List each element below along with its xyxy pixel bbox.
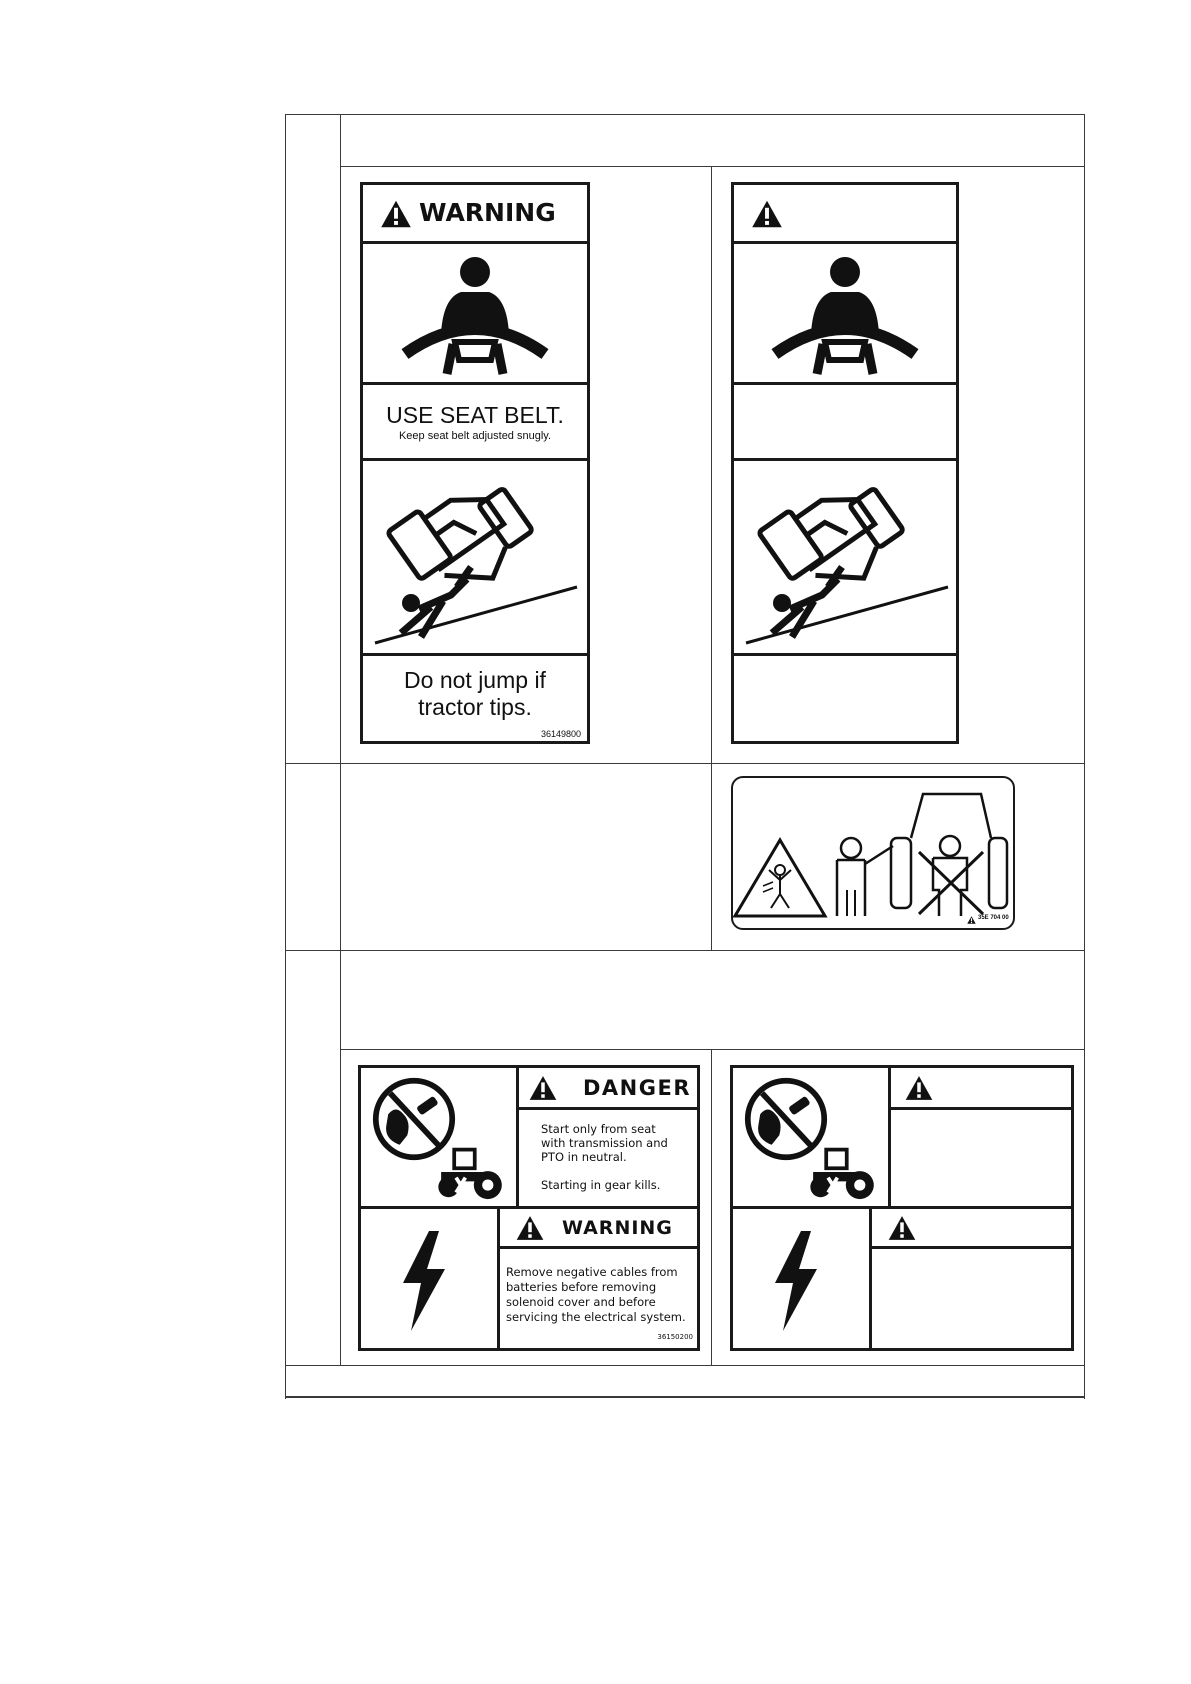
pictorial-electrical-panel	[733, 1209, 872, 1348]
pictorial-no-bypass-panel	[733, 1068, 891, 1209]
table-number-column-border	[340, 114, 341, 1365]
pictorial-blank-panel-4	[872, 1249, 1071, 1348]
danger-text-line1: Start only from seat	[541, 1122, 656, 1136]
seatbelt-decal	[360, 182, 590, 744]
table-bottom-border	[285, 1396, 1085, 1398]
pictorial-warning-header	[872, 1209, 1071, 1249]
tractor-icon	[433, 1144, 509, 1200]
warning-text-line1: Remove negative cables from	[506, 1265, 678, 1279]
warning-triangle-icon	[380, 200, 412, 228]
warning-text-line2: batteries before removing	[506, 1280, 657, 1294]
warning-header	[500, 1209, 697, 1249]
seatbelt-decal-header	[363, 185, 587, 244]
danger-text-panel	[519, 1110, 697, 1209]
starter-electrical-decal	[358, 1065, 700, 1351]
warning-triangle-icon	[967, 916, 976, 924]
no-bypass-start-panel	[361, 1068, 519, 1209]
danger-text-line4: Starting in gear kills.	[541, 1178, 661, 1192]
rollover-tractor-icon	[742, 467, 952, 647]
seatbelt-pictogram-panel	[363, 244, 587, 385]
rollover-instruction-panel	[363, 656, 587, 741]
seated-operator-seatbelt-icon	[395, 256, 555, 376]
danger-word: DANGER	[583, 1076, 692, 1100]
seatbelt-decal-pictorial	[731, 182, 959, 744]
column-divider-1	[711, 166, 712, 950]
row-divider-1	[285, 763, 1085, 764]
pictorial-blank-panel-1	[734, 385, 956, 461]
part-number: 36150200	[657, 1332, 693, 1341]
seatbelt-instruction-panel	[363, 385, 587, 461]
danger-text-line2: with transmission and	[541, 1136, 668, 1150]
rollover-pictogram-panel	[363, 461, 587, 656]
part-number: 36149800	[540, 729, 581, 739]
pictorial-header	[734, 185, 956, 244]
bystander-hazard-icon	[733, 778, 1013, 928]
pictorial-danger-header	[891, 1068, 1071, 1110]
lightning-bolt-icon	[771, 1231, 821, 1331]
electrical-hazard-panel	[361, 1209, 500, 1348]
tractor-icon	[805, 1144, 881, 1200]
table-right-border	[1084, 114, 1085, 1399]
pictorial-blank-panel-2	[734, 656, 956, 741]
pictorial-seatbelt-panel	[734, 244, 956, 385]
danger-header	[519, 1068, 697, 1110]
warning-word: WARNING	[562, 1217, 673, 1239]
column-divider-2	[711, 1049, 712, 1365]
warning-text-line3: solenoid cover and before	[506, 1295, 656, 1309]
seated-operator-seatbelt-icon	[765, 256, 925, 376]
rollover-tractor-icon	[371, 467, 581, 647]
warning-triangle-icon	[529, 1075, 557, 1101]
warning-triangle-icon	[905, 1075, 933, 1101]
warning-triangle-icon	[888, 1215, 916, 1241]
bystander-decal	[731, 776, 1015, 930]
part-number: 35E 704 00	[978, 915, 1009, 921]
row-divider-3	[285, 1365, 1085, 1366]
seatbelt-instruction: USE SEAT BELT.	[386, 402, 564, 428]
table-left-border	[285, 114, 286, 1399]
row-header-divider-2	[340, 1049, 1085, 1050]
warning-triangle-icon	[516, 1215, 544, 1241]
row-divider-2	[285, 950, 1085, 951]
warning-text-line4: servicing the electrical system.	[506, 1310, 686, 1324]
warning-triangle-icon	[751, 200, 783, 228]
danger-text-line3: PTO in neutral.	[541, 1150, 627, 1164]
warning-text-panel	[500, 1249, 697, 1348]
seatbelt-sub-instruction: Keep seat belt adjusted snugly.	[398, 430, 552, 442]
lightning-bolt-icon	[399, 1231, 449, 1331]
pictorial-blank-panel-3	[891, 1110, 1071, 1209]
row-header-divider-1	[340, 166, 1085, 167]
rollover-instruction-line2: tractor tips.	[418, 694, 532, 720]
pictorial-rollover-panel	[734, 461, 956, 656]
table-top-border	[285, 114, 1085, 115]
starter-electrical-decal-pictorial	[730, 1065, 1074, 1351]
signal-word: WARNING	[419, 198, 556, 227]
rollover-instruction-line1: Do not jump if	[404, 667, 546, 693]
